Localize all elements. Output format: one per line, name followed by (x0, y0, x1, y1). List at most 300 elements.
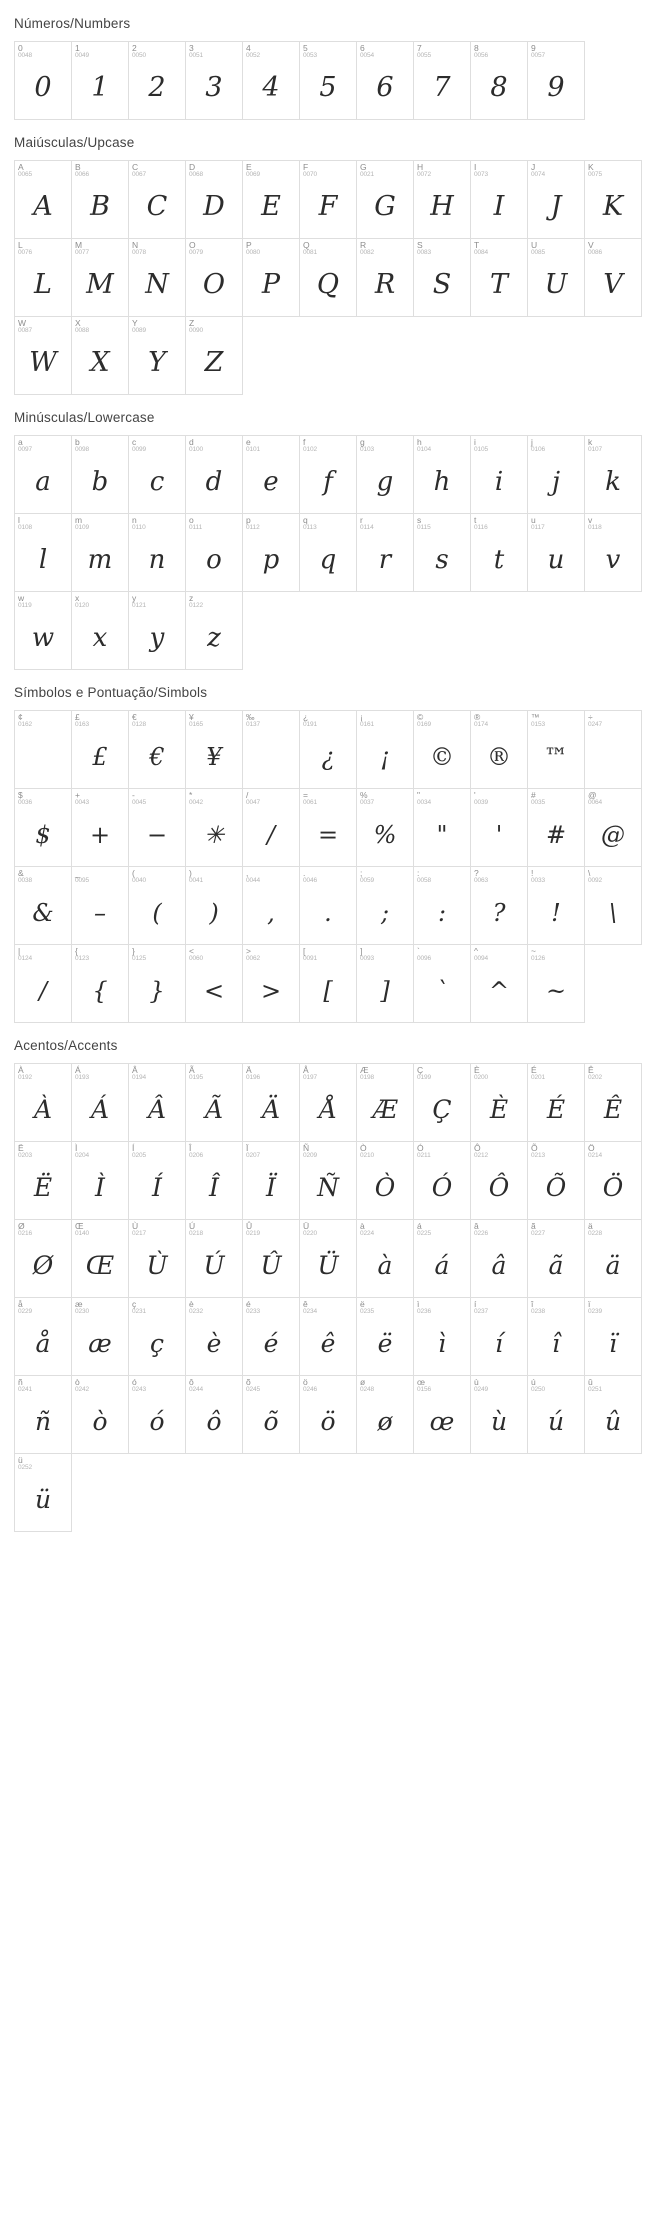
glyph-code-label: 0123 (75, 954, 90, 962)
glyph-render: Ù (146, 1251, 168, 1280)
glyph-cell[interactable] (470, 41, 528, 120)
glyph-meta (417, 1300, 431, 1316)
glyph-meta (132, 791, 146, 807)
glyph-cell[interactable] (584, 788, 642, 867)
glyph-cell[interactable] (527, 1297, 585, 1376)
glyph-cell[interactable] (242, 1063, 300, 1142)
glyph-code-label: 0119 (18, 601, 32, 609)
glyph-cell[interactable] (185, 1219, 243, 1298)
glyph-cell[interactable] (128, 160, 186, 239)
glyph-cell[interactable] (299, 513, 357, 592)
glyph-cell[interactable] (14, 1453, 72, 1532)
glyph-cell[interactable] (71, 1375, 129, 1454)
glyph-cell[interactable] (413, 238, 471, 317)
glyph-cell[interactable] (413, 41, 471, 120)
glyph-cell[interactable] (470, 238, 528, 317)
glyph-cell[interactable] (299, 1141, 357, 1220)
glyph-cell[interactable] (413, 944, 471, 1023)
glyph-cell[interactable] (356, 866, 414, 945)
glyph-code-label: 0099 (132, 445, 147, 453)
glyph-char-label: q (303, 515, 308, 525)
glyph-cell[interactable] (299, 435, 357, 514)
glyph-cell[interactable] (185, 944, 243, 1023)
glyph-cell[interactable] (299, 41, 357, 120)
glyph-render: 3 (205, 72, 223, 103)
glyph-cell[interactable] (584, 435, 642, 514)
glyph-cell[interactable] (185, 316, 243, 395)
glyph-cell[interactable] (527, 710, 585, 789)
glyph-char-label: ñ (18, 1377, 23, 1387)
glyph-char-label: | (18, 946, 21, 956)
glyph-render: © (430, 742, 454, 771)
glyph-cell[interactable] (584, 160, 642, 239)
glyph-cell[interactable] (527, 41, 585, 120)
glyph-cell[interactable] (185, 591, 243, 670)
glyph-code-label: 0244 (189, 1385, 204, 1393)
glyph-cell[interactable] (14, 435, 72, 514)
glyph-cell[interactable] (584, 710, 642, 789)
glyph-char-label: Z (189, 318, 195, 328)
glyph-cell[interactable] (242, 1141, 300, 1220)
glyph-cell[interactable] (242, 435, 300, 514)
glyph-cell[interactable] (413, 1375, 471, 1454)
glyph-char-label: ì (417, 1299, 420, 1309)
glyph-cell[interactable] (128, 1297, 186, 1376)
glyph-render: b (91, 466, 109, 497)
glyph-cell[interactable] (413, 710, 471, 789)
glyph-cell[interactable] (185, 238, 243, 317)
glyph-cell[interactable] (470, 160, 528, 239)
glyph-char-label: ` (417, 946, 420, 956)
glyph-meta (132, 438, 146, 454)
glyph-meta (132, 594, 146, 610)
glyph-render: o (206, 544, 222, 575)
glyph-char-label: f (303, 437, 306, 447)
glyph-char-label: x (75, 593, 80, 603)
glyph-cell[interactable] (71, 944, 129, 1023)
glyph-cell[interactable] (128, 710, 186, 789)
glyph-cell[interactable] (299, 160, 357, 239)
glyph-char-label: F (303, 162, 309, 172)
glyph-cell[interactable] (527, 944, 585, 1023)
glyph-cell[interactable] (71, 435, 129, 514)
section-uppercase-grid (14, 160, 647, 394)
glyph-char-label: ~ (531, 946, 536, 956)
glyph-char-label: P (246, 240, 252, 250)
glyph-cell[interactable] (299, 1063, 357, 1142)
glyph-render: 8 (490, 72, 508, 103)
glyph-render: ¿ (321, 742, 335, 771)
glyph-cell[interactable] (584, 1219, 642, 1298)
glyph-cell[interactable] (14, 41, 72, 120)
glyph-code-label: 0091 (303, 954, 318, 962)
glyph-cell[interactable] (14, 866, 72, 945)
glyph-render: – (94, 898, 106, 927)
glyph-cell[interactable] (128, 866, 186, 945)
glyph-code-label: 0090 (189, 326, 204, 334)
glyph-cell[interactable] (584, 238, 642, 317)
glyph-cell[interactable] (356, 435, 414, 514)
glyph-meta (360, 1066, 374, 1082)
glyph-cell[interactable] (185, 866, 243, 945)
section-symbols-title: Símbolos e Pontuação/Simbols (14, 685, 208, 700)
glyph-cell[interactable] (299, 1219, 357, 1298)
glyph-cell[interactable] (356, 710, 414, 789)
glyph-cell[interactable] (14, 513, 72, 592)
glyph-code-label: 0205 (132, 1151, 147, 1159)
glyph-cell[interactable] (71, 710, 129, 789)
glyph-cell[interactable] (128, 435, 186, 514)
glyph-cell[interactable] (128, 238, 186, 317)
glyph-render: Â (147, 1095, 167, 1124)
glyph-char-label: C (132, 162, 139, 172)
glyph-cell[interactable] (242, 41, 300, 120)
glyph-cell[interactable] (185, 1375, 243, 1454)
glyph-cell[interactable] (14, 160, 72, 239)
glyph-cell[interactable] (185, 1297, 243, 1376)
glyph-cell[interactable] (299, 866, 357, 945)
glyph-cell[interactable] (14, 944, 72, 1023)
glyph-cell[interactable] (584, 1297, 642, 1376)
glyph-meta (18, 1144, 32, 1160)
glyph-render: z (207, 622, 221, 653)
glyph-meta (474, 163, 488, 179)
glyph-render: å (35, 1329, 51, 1358)
glyph-char-label: 2 (132, 43, 137, 53)
glyph-render: B (90, 191, 110, 222)
glyph-char-label: Â (132, 1065, 138, 1075)
glyph-cell[interactable] (128, 1375, 186, 1454)
glyph-cell[interactable] (470, 1375, 528, 1454)
glyph-cell[interactable] (470, 866, 528, 945)
section-uppercase-title: Maiúsculas/Upcase (14, 135, 135, 150)
glyph-cell[interactable] (413, 1063, 471, 1142)
glyph-cell[interactable] (299, 238, 357, 317)
glyph-code-label: 0079 (189, 248, 204, 256)
glyph-meta (189, 1144, 203, 1160)
glyph-cell[interactable] (71, 1297, 129, 1376)
glyph-cell[interactable] (356, 1219, 414, 1298)
glyph-cell[interactable] (527, 866, 585, 945)
glyph-cell[interactable] (527, 1063, 585, 1142)
glyph-cell[interactable] (527, 160, 585, 239)
glyph-char-label: ÷ (588, 712, 593, 722)
glyph-cell[interactable] (242, 944, 300, 1023)
glyph-code-label: 0197 (303, 1073, 318, 1081)
glyph-code-label: 0124 (18, 954, 33, 962)
glyph-char-label: > (246, 946, 251, 956)
glyph-cell[interactable] (584, 1141, 642, 1220)
glyph-cell[interactable] (356, 1375, 414, 1454)
glyph-cell[interactable] (356, 788, 414, 867)
glyph-cell[interactable] (14, 1063, 72, 1142)
glyph-cell[interactable] (242, 238, 300, 317)
glyph-cell[interactable] (71, 41, 129, 120)
glyph-render: ô (206, 1407, 222, 1436)
glyph-render: O (202, 269, 226, 300)
glyph-cell[interactable] (356, 41, 414, 120)
glyph-meta (531, 869, 545, 885)
glyph-meta (75, 791, 89, 807)
glyph-meta (360, 516, 374, 532)
glyph-cell[interactable] (14, 788, 72, 867)
glyph-cell[interactable] (299, 944, 357, 1023)
glyph-cell[interactable] (185, 710, 243, 789)
glyph-cell[interactable] (527, 435, 585, 514)
glyph-cell[interactable] (14, 710, 72, 789)
glyph-meta (75, 1144, 89, 1160)
glyph-cell[interactable] (185, 160, 243, 239)
glyph-code-label: 0080 (246, 248, 261, 256)
glyph-code-label: 0072 (417, 170, 432, 178)
glyph-meta (75, 1066, 89, 1082)
glyph-meta (588, 1222, 602, 1238)
glyph-render: Ï (266, 1173, 276, 1202)
glyph-meta (588, 1378, 602, 1394)
glyph-cell[interactable] (299, 1375, 357, 1454)
glyph-code-label: 0232 (189, 1307, 204, 1315)
glyph-cell[interactable] (14, 591, 72, 670)
glyph-char-label: Ë (18, 1143, 24, 1153)
glyph-cell[interactable] (470, 1141, 528, 1220)
glyph-cell[interactable] (185, 513, 243, 592)
glyph-render: & (32, 898, 54, 927)
glyph-render: Æ (372, 1095, 398, 1124)
glyph-cell[interactable] (71, 591, 129, 670)
section-numbers-grid (14, 41, 647, 119)
glyph-cell[interactable] (128, 316, 186, 395)
glyph-render: ( (152, 898, 162, 927)
glyph-cell[interactable] (299, 710, 357, 789)
glyph-cell[interactable] (584, 866, 642, 945)
glyph-meta (75, 438, 89, 454)
glyph-meta (474, 44, 488, 60)
glyph-cell[interactable] (527, 513, 585, 592)
glyph-cell[interactable] (356, 1297, 414, 1376)
glyph-cell[interactable] (356, 1141, 414, 1220)
glyph-code-label: 0128 (132, 720, 147, 728)
glyph-cell[interactable] (71, 160, 129, 239)
glyph-cell[interactable] (527, 1375, 585, 1454)
glyph-cell[interactable] (71, 1219, 129, 1298)
glyph-cell[interactable] (413, 866, 471, 945)
glyph-cell[interactable] (14, 1297, 72, 1376)
glyph-cell[interactable] (413, 435, 471, 514)
glyph-cell[interactable] (470, 513, 528, 592)
glyph-render: Õ (545, 1173, 567, 1202)
glyph-render: £ (92, 742, 108, 771)
glyph-meta (132, 516, 146, 532)
glyph-cell[interactable] (14, 316, 72, 395)
glyph-char-label: 8 (474, 43, 479, 53)
glyph-char-label: y (132, 593, 137, 603)
glyph-cell[interactable] (413, 160, 471, 239)
glyph-code-label: 0218 (189, 1229, 204, 1237)
glyph-cell[interactable] (71, 1063, 129, 1142)
glyph-cell[interactable] (14, 238, 72, 317)
glyph-cell[interactable] (14, 1375, 72, 1454)
glyph-cell[interactable] (128, 944, 186, 1023)
glyph-cell[interactable] (413, 513, 471, 592)
glyph-char-label: " (417, 790, 421, 800)
glyph-cell[interactable] (71, 238, 129, 317)
glyph-code-label: 0224 (360, 1229, 375, 1237)
glyph-cell[interactable] (128, 591, 186, 670)
glyph-cell[interactable] (128, 41, 186, 120)
glyph-cell[interactable] (128, 788, 186, 867)
glyph-render: Y (148, 347, 166, 378)
glyph-cell[interactable] (242, 1219, 300, 1298)
glyph-code-label: 0239 (588, 1307, 603, 1315)
glyph-char-label: Û (246, 1221, 253, 1231)
glyph-cell[interactable] (527, 238, 585, 317)
glyph-cell[interactable] (413, 1219, 471, 1298)
glyph-render (15, 729, 71, 784)
glyph-char-label: Ç (417, 1065, 424, 1075)
glyph-render: Ü (317, 1251, 339, 1280)
glyph-cell[interactable] (71, 316, 129, 395)
glyph-render: 5 (319, 72, 337, 103)
glyph-cell[interactable] (584, 1063, 642, 1142)
glyph-char-label: å (18, 1299, 23, 1309)
glyph-meta (75, 713, 89, 729)
glyph-code-label: 0118 (588, 523, 602, 531)
glyph-cell[interactable] (185, 788, 243, 867)
glyph-cell[interactable] (527, 1141, 585, 1220)
glyph-cell[interactable] (242, 160, 300, 239)
glyph-cell[interactable] (185, 41, 243, 120)
glyph-cell[interactable] (584, 1375, 642, 1454)
glyph-cell[interactable] (356, 238, 414, 317)
glyph-cell[interactable] (470, 1063, 528, 1142)
glyph-cell[interactable] (71, 513, 129, 592)
glyph-code-label: 0085 (531, 248, 546, 256)
section-lowercase-title: Minúsculas/Lowercase (14, 410, 155, 425)
glyph-cell[interactable] (527, 1219, 585, 1298)
glyph-meta (189, 1300, 203, 1316)
glyph-meta (189, 1378, 203, 1394)
glyph-code-label: 0242 (75, 1385, 90, 1393)
glyph-cell[interactable] (299, 1297, 357, 1376)
glyph-char-label: { (75, 946, 78, 956)
glyph-meta (132, 241, 146, 257)
glyph-char-label: Ö (588, 1143, 595, 1153)
glyph-char-label: î (531, 1299, 534, 1309)
glyph-meta (132, 44, 146, 60)
glyph-cell[interactable] (356, 1063, 414, 1142)
glyph-render: x (92, 622, 108, 653)
glyph-cell[interactable] (470, 944, 528, 1023)
glyph-code-label: 0247 (588, 720, 603, 728)
glyph-render: Ø (32, 1251, 54, 1280)
glyph-code-label: 0069 (246, 170, 261, 178)
glyph-meta (417, 1144, 431, 1160)
glyph-char-label: ¿ (303, 712, 309, 722)
glyph-render: D (203, 191, 225, 222)
glyph-cell[interactable] (470, 1219, 528, 1298)
glyph-meta (588, 438, 602, 454)
glyph-cell[interactable] (185, 1141, 243, 1220)
glyph-cell[interactable] (470, 710, 528, 789)
glyph-cell[interactable] (356, 944, 414, 1023)
glyph-cell[interactable] (14, 1219, 72, 1298)
glyph-cell[interactable] (413, 788, 471, 867)
glyph-cell[interactable] (128, 1063, 186, 1142)
glyph-char-label: O (189, 240, 196, 250)
glyph-render: : (437, 898, 447, 927)
glyph-cell[interactable] (470, 1297, 528, 1376)
glyph-render: Ê (603, 1095, 623, 1124)
glyph-code-label: 0104 (417, 445, 432, 453)
glyph-cell[interactable] (242, 1375, 300, 1454)
glyph-char-label: s (417, 515, 422, 525)
glyph-meta (588, 1066, 602, 1082)
glyph-render: } (149, 976, 165, 1005)
glyph-cell[interactable] (413, 1297, 471, 1376)
glyph-render: 1 (91, 72, 109, 103)
glyph-cell[interactable] (128, 1219, 186, 1298)
glyph-cell[interactable] (242, 513, 300, 592)
glyph-cell[interactable] (413, 1141, 471, 1220)
glyph-render: ✳ (203, 820, 225, 849)
glyph-meta (132, 1066, 146, 1082)
glyph-code-label: 0044 (246, 876, 261, 884)
glyph-meta (18, 44, 32, 60)
glyph-code-label: 0225 (417, 1229, 432, 1237)
glyph-code-label: 0235 (360, 1307, 375, 1315)
glyph-code-label: 0203 (18, 1151, 33, 1159)
glyph-cell[interactable] (128, 1141, 186, 1220)
glyph-cell[interactable] (470, 435, 528, 514)
glyph-code-label: 0120 (75, 601, 90, 609)
glyph-cell[interactable] (242, 710, 300, 789)
glyph-char-label: ? (474, 868, 479, 878)
glyph-cell[interactable] (185, 435, 243, 514)
glyph-meta (474, 438, 488, 454)
glyph-meta (189, 594, 203, 610)
glyph-char-label: D (189, 162, 196, 172)
glyph-char-label: ë (360, 1299, 365, 1309)
glyph-code-label: 0097 (18, 445, 33, 453)
glyph-render: ^ (488, 976, 510, 1005)
glyph-cell[interactable] (185, 1063, 243, 1142)
glyph-cell[interactable] (299, 788, 357, 867)
glyph-cell[interactable] (356, 160, 414, 239)
glyph-code-label: 0106 (531, 445, 546, 453)
glyph-cell[interactable] (356, 513, 414, 592)
glyph-cell[interactable] (14, 1141, 72, 1220)
glyph-render: 7 (433, 72, 451, 103)
glyph-char-label: M (75, 240, 83, 250)
glyph-code-label: 0226 (474, 1229, 489, 1237)
glyph-meta (18, 791, 32, 807)
glyph-cell[interactable] (470, 788, 528, 867)
glyph-cell[interactable] (128, 513, 186, 592)
glyph-render: I (493, 191, 505, 222)
glyph-cell[interactable] (71, 788, 129, 867)
glyph-cell[interactable] (584, 513, 642, 592)
glyph-cell[interactable] (527, 788, 585, 867)
glyph-cell[interactable] (71, 1141, 129, 1220)
glyph-cell[interactable] (242, 788, 300, 867)
glyph-code-label: 0116 (474, 523, 488, 531)
glyph-cell[interactable] (71, 866, 129, 945)
glyph-render: É (546, 1095, 566, 1124)
glyph-code-label: 0140 (75, 1229, 90, 1237)
glyph-cell[interactable] (242, 1297, 300, 1376)
glyph-char-label: U (531, 240, 538, 250)
glyph-cell[interactable] (242, 866, 300, 945)
